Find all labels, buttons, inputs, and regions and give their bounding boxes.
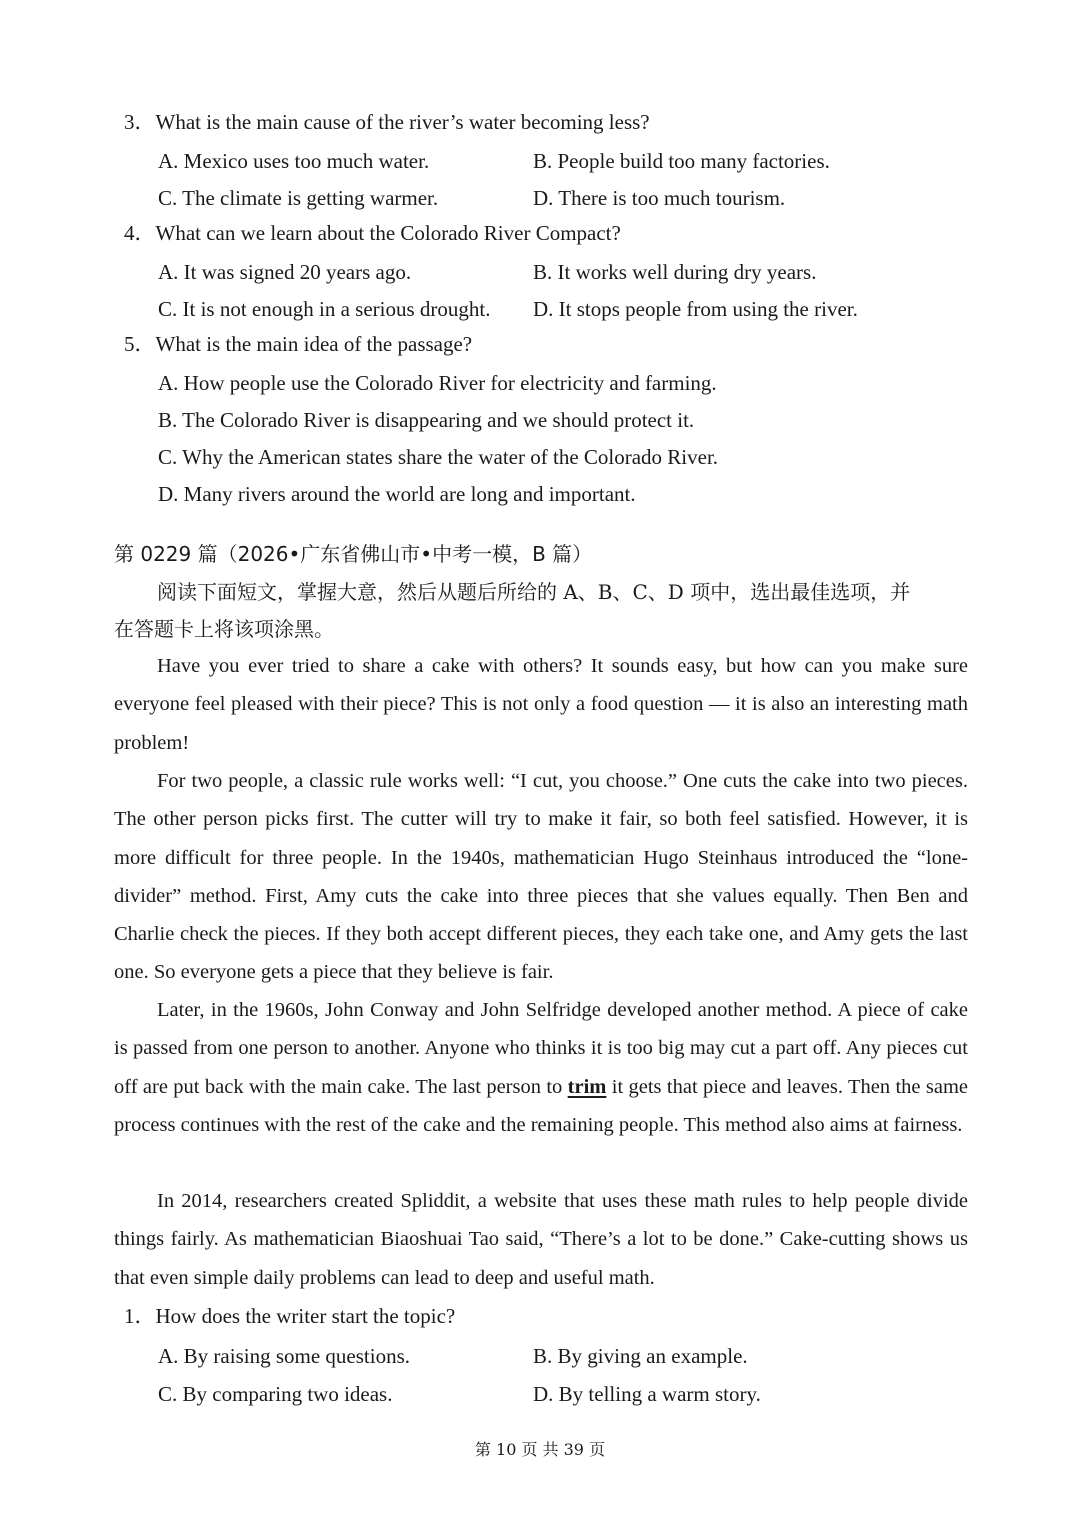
paragraph-text: Later, in the 1960s, John Conway and John Selfridge developed another method. A piece of cake is passed from one person to another. Anyone who thinks it is too big may cut a part off. Any pieces cut off are put back with the main cake. The last person to [114, 999, 968, 1098]
paragraph-text: For two people, a classic rule works well: “I cut, you choose.” One cuts the cake into two pieces. The other person picks first. The cutter will try to make it fair, so both feel satisfied. However, it is more difficult for three people. In the 1940s, mathematician Hugo Steinhaus introduced the “lone-divider” method. First, Amy cuts the cake into three pieces that she values equally. Then Ben and Charlie check the pieces. If they both accept different pieces, they each take one, and Amy gets the last one. So everyone gets a piece that they believe is fair. [114, 770, 968, 984]
passage-paragraph-2 [114, 762, 968, 992]
instruction-line-1: 阅读下面短文，掌握大意，然后从题后所给的 A、B、C、D 项中，选出最佳选项，并 [157, 580, 911, 604]
option-c: C. By comparing two ideas. [158, 1382, 393, 1406]
question-text: What is the main cause of the river’s water becoming less? [155, 110, 650, 134]
option-b: B. The Colorado River is disappearing and we should protect it. [158, 408, 695, 432]
underlined-word-trim: trim [567, 1075, 607, 1098]
option-d: D. Many rivers around the world are long and important. [158, 482, 636, 506]
question-number: 1． [124, 1304, 156, 1328]
paragraph-text: In 2014, researchers created Spliddit, a website that uses these math rules to help people divide things fairly. As mathematician Biaoshuai Tao said, “There’s a lot to be done.” Cake-cutting shows us that even simple daily problems can lead to deep and useful math. [114, 1190, 968, 1289]
passage-paragraph-1 [114, 647, 968, 762]
option-d: D. There is too much tourism. [533, 186, 786, 210]
question-number: 5． [124, 332, 156, 356]
option-a: A. Mexico uses too much water. [158, 149, 430, 173]
question-4 [124, 223, 621, 244]
question-text: How does the writer start the topic? [155, 1304, 456, 1328]
question-text: What is the main idea of the passage? [155, 332, 473, 356]
option-b: B. It works well during dry years. [533, 260, 817, 284]
question-1 [124, 1306, 455, 1327]
option-a: A. By raising some questions. [158, 1344, 410, 1368]
option-d: D. By telling a warm story. [533, 1382, 761, 1406]
passage-paragraph-3 [114, 991, 968, 1144]
question-number: 3． [124, 110, 156, 134]
option-c: C. It is not enough in a serious drought. [158, 297, 491, 321]
option-a: A. It was signed 20 years ago. [158, 260, 412, 284]
paragraph-text: it gets that piece and leaves. Then the same process continues with the rest of the cake and the remaining people. This method also aims at fairness. [114, 1075, 968, 1136]
option-d: D. It stops people from using the river. [533, 297, 858, 321]
question-5 [124, 334, 472, 355]
option-c: C. Why the American states share the water of the Colorado River. [158, 445, 719, 469]
passage-paragraph-4 [114, 1182, 968, 1297]
option-a: A. How people use the Colorado River for electricity and farming. [158, 371, 717, 395]
instruction-line-2: 在答题卡上将该项涂黑。 [114, 617, 334, 641]
option-c: C. The climate is getting warmer. [158, 186, 439, 210]
question-3 [124, 112, 650, 133]
paragraph-text: Have you ever tried to share a cake with others? It sounds easy, but how can you make sure everyone feel pleased with their piece? This is not only a food question — it is also an interesting math problem! [114, 655, 968, 754]
option-b: B. By giving an example. [533, 1344, 748, 1368]
question-text: What can we learn about the Colorado River Compact? [155, 221, 621, 245]
page-footer: 第 10 页 共 39 页 [474, 1440, 606, 1459]
question-number: 4． [124, 221, 156, 245]
section-heading: 第 0229 篇（2026•广东省佛山市•中考一模，B 篇） [114, 542, 593, 566]
option-b: B. People build too many factories. [533, 149, 830, 173]
